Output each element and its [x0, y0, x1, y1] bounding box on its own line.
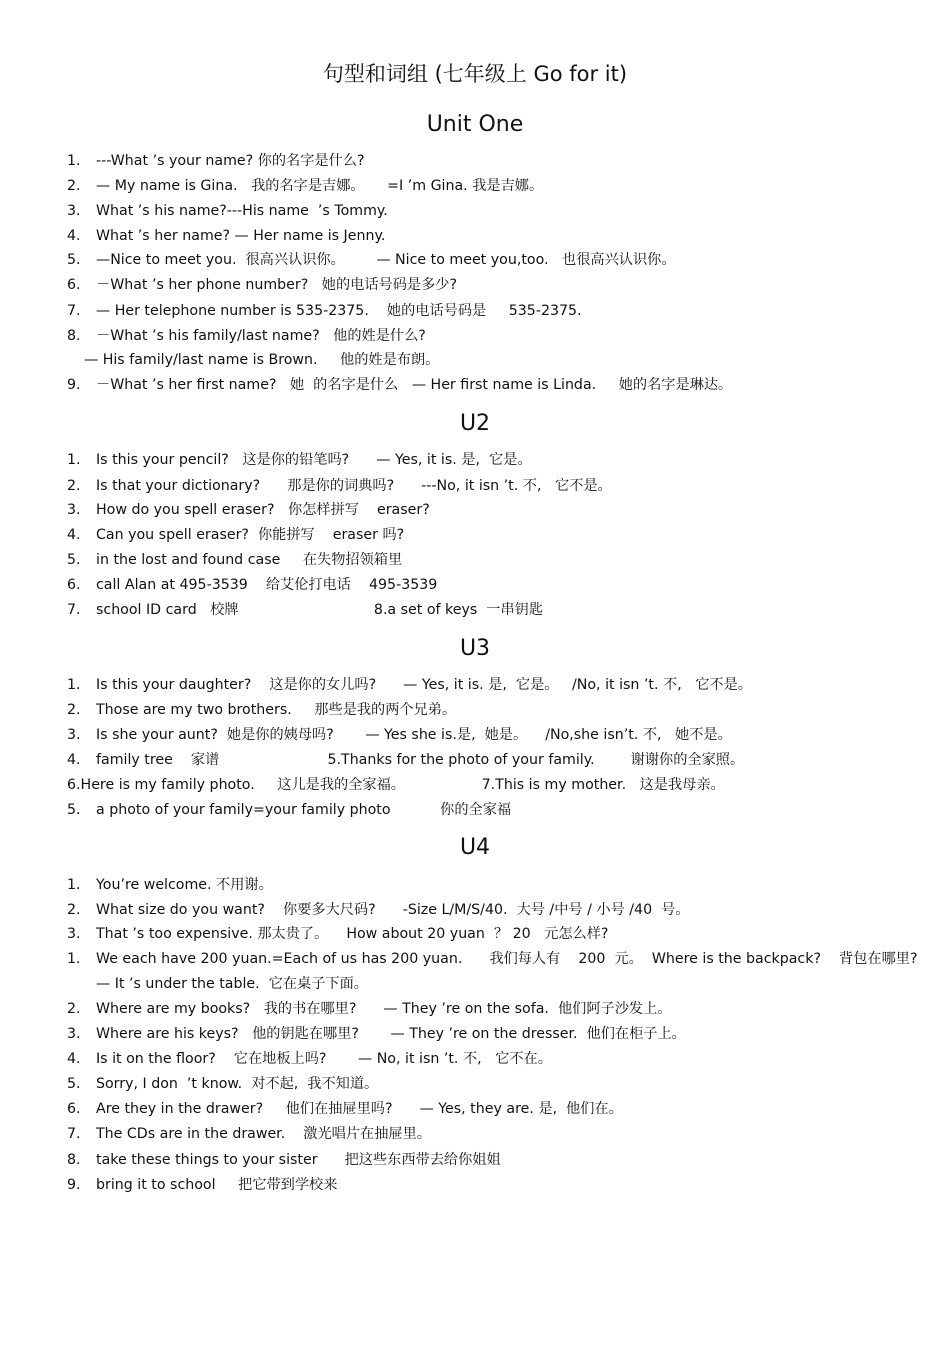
list-item: 1. ---What ’s your name? 你的名字是什么? [67, 153, 365, 169]
list-item: 2. Where are my books? 我的书在哪里? — They ’re on the sofa. 他们阿子沙发上。 [67, 1001, 672, 1017]
section-heading-u3: U3 [459, 636, 491, 661]
list-item: 8. take these things to your sister 把这些东西带去给你姐姐 [67, 1152, 501, 1168]
list-item: 3. What ’s his name?---His name ’s Tommy. [67, 203, 388, 219]
list-item: 4. family tree 家谱 5.Thanks for the photo of your family. 谢谢你的全家照。 [67, 752, 745, 768]
section-heading-u2: U2 [459, 411, 491, 436]
section-heading-unit-one: Unit One [426, 112, 524, 137]
list-item: 6. call Alan at 495-3539 给艾伦打电话 495-3539 [67, 577, 438, 593]
list-item: 7. The CDs are in the drawer. 激光唱片在抽屉里。 [67, 1126, 431, 1142]
list-item: 6. －What ’s her phone number? 她的电话号码是多少? [67, 277, 458, 293]
list-item: 3. That ’s too expensive. 那太贵了。 How about 20 yuan ？ 20 元怎么样? [67, 926, 609, 942]
list-item: 2. What size do you want? 你要多大尺码? -Size L/M/S/40. 大号 /中号 / 小号 /40 号。 [67, 902, 690, 918]
list-item: 4. What ’s her name? — Her name is Jenny. [67, 228, 386, 244]
list-item: 5. Sorry, I don ’t know. 对不起, 我不知道。 [67, 1076, 379, 1092]
list-item: 3. How do you spell eraser? 你怎样拼写 eraser? [67, 502, 430, 518]
list-item: 5. —Nice to meet you. 很高兴认识你。 — Nice to meet you,too. 也很高兴认识你。 [67, 252, 676, 268]
list-item: 6. Are they in the drawer? 他们在抽屉里吗? — Yes, they are. 是, 他们在。 [67, 1101, 623, 1117]
list-item: 5. a photo of your family=your family photo 你的全家福 [67, 802, 512, 818]
list-item: 8. －What ’s his family/last name? 他的姓是什么? [67, 328, 426, 344]
list-item-continuation: — His family/last name is Brown. 他的姓是布朗。 [84, 352, 440, 368]
list-item: 1. We each have 200 yuan.=Each of us has 200 yuan. 我们每人有 200 元。 Where is the backpack? 背包在哪里? [67, 951, 918, 967]
list-item: 9. －What ’s her first name? 她 的名字是什么 — Her first name is Linda. 她的名字是琳达。 [67, 377, 733, 393]
list-item: 7. — Her telephone number is 535-2375. 她的电话号码是 535-2375. [67, 303, 582, 319]
list-item: 9. bring it to school 把它带到学校来 [67, 1177, 338, 1193]
list-item: 4. Is it on the floor? 它在地板上吗? — No, it isn ’t. 不, 它不在。 [67, 1051, 552, 1067]
section-heading-u4: U4 [459, 835, 491, 860]
list-item: 3. Is she your aunt? 她是你的姨母吗? — Yes she is.是, 她是。 /No,she isn’t. 不, 她不是。 [67, 727, 732, 743]
list-item: 3. Where are his keys? 他的钥匙在哪里? — They ’re on the dresser. 他们在柜子上。 [67, 1026, 686, 1042]
list-item: 5. in the lost and found case 在失物招领箱里 [67, 552, 403, 568]
list-item: 2. Is that your dictionary? 那是你的词典吗? ---No, it isn ’t. 不, 它不是。 [67, 478, 612, 494]
list-item: 1. Is this your daughter? 这是你的女儿吗? — Yes, it is. 是, 它是。 /No, it isn ’t. 不, 它不是。 [67, 677, 752, 693]
list-item: 1. Is this your pencil? 这是你的铅笔吗? — Yes, it is. 是, 它是。 [67, 452, 532, 468]
list-item: 2. Those are my two brothers. 那些是我的两个兄弟。 [67, 702, 457, 718]
list-item-continuation: — It ’s under the table. 它在桌子下面。 [96, 976, 368, 992]
list-item: 4. Can you spell eraser? 你能拼写 eraser 吗? [67, 527, 405, 543]
list-item: 6.Here is my family photo. 这儿是我的全家福。 7.This is my mother. 这是我母亲。 [67, 777, 725, 793]
list-item: 2. — My name is Gina. 我的名字是吉娜。 =I ’m Gina. 我是吉娜。 [67, 178, 544, 194]
list-item: 1. You’re welcome. 不用谢。 [67, 877, 273, 893]
list-item: 7. school ID card 校牌 8.a set of keys 一串钥匙 [67, 602, 544, 618]
document-title: 句型和词组 (七年级上 Go for it) [322, 62, 628, 86]
